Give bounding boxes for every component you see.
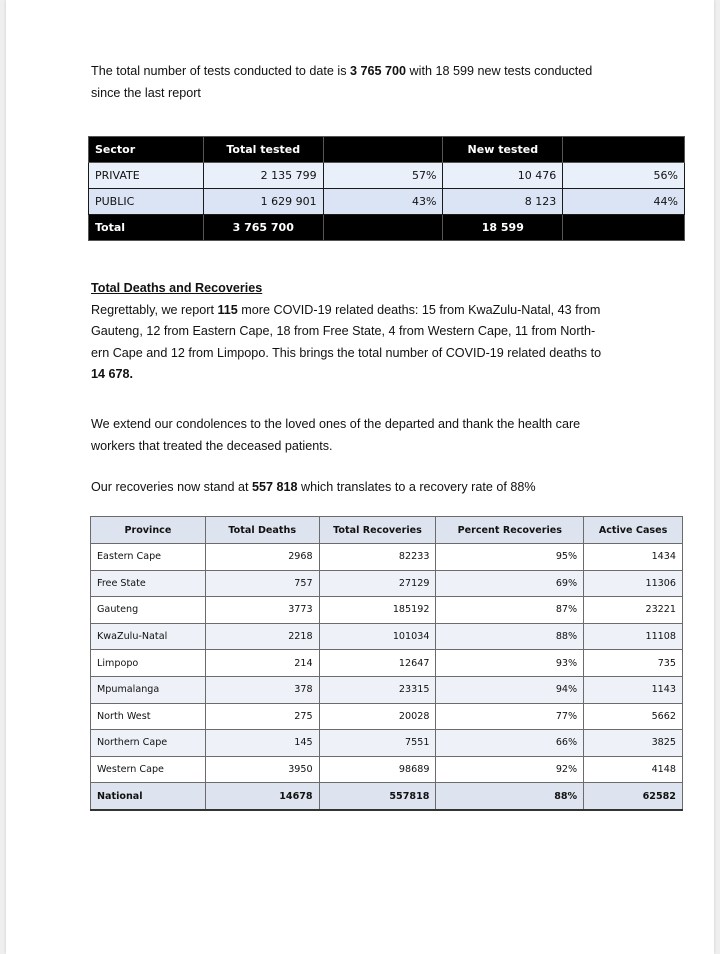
deaths-cell: 3773 — [205, 597, 319, 624]
intro-text-2: with 18 599 new tests conducted — [406, 64, 593, 78]
tests-table — [88, 136, 685, 241]
total-pct-sum — [323, 215, 443, 241]
table-row — [91, 756, 683, 783]
table-row — [89, 189, 685, 215]
active-cell: 3825 — [584, 730, 683, 757]
deaths-heading: Total Deaths and Recoveries — [91, 281, 263, 295]
header-new-tested: New tested — [443, 137, 563, 163]
new-pct-cell: 44% — [563, 189, 685, 215]
header-new-pct — [563, 137, 685, 163]
province-cell: Eastern Cape — [91, 544, 206, 571]
header-total-pct — [323, 137, 443, 163]
condolences-text: We extend our condolences to the loved ones of the departed and thank the health care — [91, 417, 581, 431]
active-cell: 11306 — [584, 570, 683, 597]
recoveries-cell: 101034 — [319, 623, 436, 650]
header-province: Province — [91, 517, 206, 544]
new-pct-sum — [563, 215, 685, 241]
new-tested-sum: 18 599 — [443, 215, 563, 241]
deaths-cell: 2968 — [205, 544, 319, 571]
recoveries-cell: 7551 — [319, 730, 436, 757]
recoveries-cell: 27129 — [319, 570, 436, 597]
deaths-cell: 757 — [205, 570, 319, 597]
total-label-cell: Total — [89, 215, 204, 241]
deaths-text-2: more COVID-19 related deaths: 15 from KwaZulu-Natal, 43 from — [237, 302, 601, 317]
recoveries-cell: 82233 — [319, 544, 436, 571]
deaths-cell: 275 — [205, 703, 319, 730]
table-row — [91, 544, 683, 571]
recoveries-cell: 12647 — [319, 650, 436, 677]
active-cell: 4148 — [584, 756, 683, 783]
new-pct-cell: 56% — [563, 163, 685, 189]
national-total-row — [91, 783, 683, 810]
active-cell: 1434 — [584, 544, 683, 571]
recoveries-paragraph — [91, 477, 651, 499]
active-cell: 23221 — [584, 597, 683, 624]
percent-cell: 66% — [436, 730, 584, 757]
deaths-cell: 145 — [205, 730, 319, 757]
province-cell: Limpopo — [91, 650, 206, 677]
header-active-cases: Active Cases — [584, 517, 683, 544]
deaths-text: Regrettably, we report — [91, 302, 218, 317]
deaths-text-3: Gauteng, 12 from Eastern Cape, 18 from Free State, 4 from Western Cape, 11 from North- — [91, 324, 596, 338]
percent-cell: 69% — [436, 570, 584, 597]
header-percent-recoveries: Percent Recoveries — [436, 517, 584, 544]
recoveries-cell: 98689 — [319, 756, 436, 783]
table-row — [91, 676, 683, 703]
national-active-cell: 62582 — [584, 783, 683, 810]
deaths-cell: 2218 — [205, 623, 319, 650]
deaths-text-4: ern Cape and 12 from Limpopo. This brings the total number of COVID-19 related deaths to — [91, 345, 602, 360]
recoveries-text: Our recoveries now stand at — [91, 480, 252, 494]
total-tested-cell: 2 135 799 — [203, 163, 323, 189]
table-row — [91, 730, 683, 757]
recoveries-text-2: which translates to a recovery rate of 88% — [297, 480, 536, 494]
header-sector: Sector — [89, 137, 204, 163]
sector-cell: PUBLIC — [89, 189, 204, 215]
percent-cell: 87% — [436, 597, 584, 624]
table-row — [89, 163, 685, 189]
tests-total-row — [89, 215, 685, 241]
national-recoveries-cell: 557818 — [319, 783, 436, 810]
province-cell: Mpumalanga — [91, 676, 206, 703]
percent-cell: 95% — [436, 544, 584, 571]
province-cell: Free State — [91, 570, 206, 597]
new-tested-cell: 10 476 — [443, 163, 563, 189]
deaths-section — [91, 278, 651, 386]
table-row — [91, 597, 683, 624]
total-deaths-value: 14 678. — [91, 367, 134, 381]
condolences-paragraph — [91, 414, 651, 457]
active-cell: 1143 — [584, 676, 683, 703]
sector-cell: PRIVATE — [89, 163, 204, 189]
table-row — [91, 623, 683, 650]
province-cell: Gauteng — [91, 597, 206, 624]
deaths-cell: 378 — [205, 676, 319, 703]
recoveries-cell: 23315 — [319, 676, 436, 703]
intro-text-3: since the last report — [91, 85, 201, 100]
total-tests-value: 3 765 700 — [350, 64, 407, 78]
header-total-tested: Total tested — [203, 137, 323, 163]
province-cell: Northern Cape — [91, 730, 206, 757]
header-total-deaths: Total Deaths — [205, 517, 319, 544]
condolences-text-2: workers that treated the deceased patients. — [91, 438, 333, 453]
percent-cell: 94% — [436, 676, 584, 703]
total-tested-sum: 3 765 700 — [203, 215, 323, 241]
table-row — [91, 703, 683, 730]
total-pct-cell: 57% — [323, 163, 443, 189]
total-pct-cell: 43% — [323, 189, 443, 215]
recoveries-value: 557 818 — [252, 480, 298, 494]
new-deaths-value: 115 — [217, 302, 238, 317]
active-cell: 5662 — [584, 703, 683, 730]
province-cell: North West — [91, 703, 206, 730]
table-row — [91, 570, 683, 597]
province-cell: Western Cape — [91, 756, 206, 783]
percent-cell: 92% — [436, 756, 584, 783]
province-cell: KwaZulu-Natal — [91, 623, 206, 650]
recoveries-cell: 185192 — [319, 597, 436, 624]
province-header-row — [91, 517, 683, 544]
intro-paragraph — [91, 61, 651, 104]
recoveries-cell: 20028 — [319, 703, 436, 730]
new-tested-cell: 8 123 — [443, 189, 563, 215]
national-percent-cell: 88% — [436, 783, 584, 810]
percent-cell: 77% — [436, 703, 584, 730]
deaths-cell: 3950 — [205, 756, 319, 783]
header-total-recoveries: Total Recoveries — [319, 517, 436, 544]
intro-text: The total number of tests conducted to date is — [91, 64, 351, 78]
percent-cell: 88% — [436, 623, 584, 650]
province-table — [90, 516, 683, 811]
table-row — [91, 650, 683, 677]
tests-header-row — [89, 137, 685, 163]
total-tested-cell: 1 629 901 — [203, 189, 323, 215]
active-cell: 11108 — [584, 623, 683, 650]
percent-cell: 93% — [436, 650, 584, 677]
deaths-cell: 214 — [205, 650, 319, 677]
national-deaths-cell: 14678 — [205, 783, 319, 810]
active-cell: 735 — [584, 650, 683, 677]
document-page — [6, 0, 714, 954]
national-label-cell: National — [91, 783, 206, 810]
